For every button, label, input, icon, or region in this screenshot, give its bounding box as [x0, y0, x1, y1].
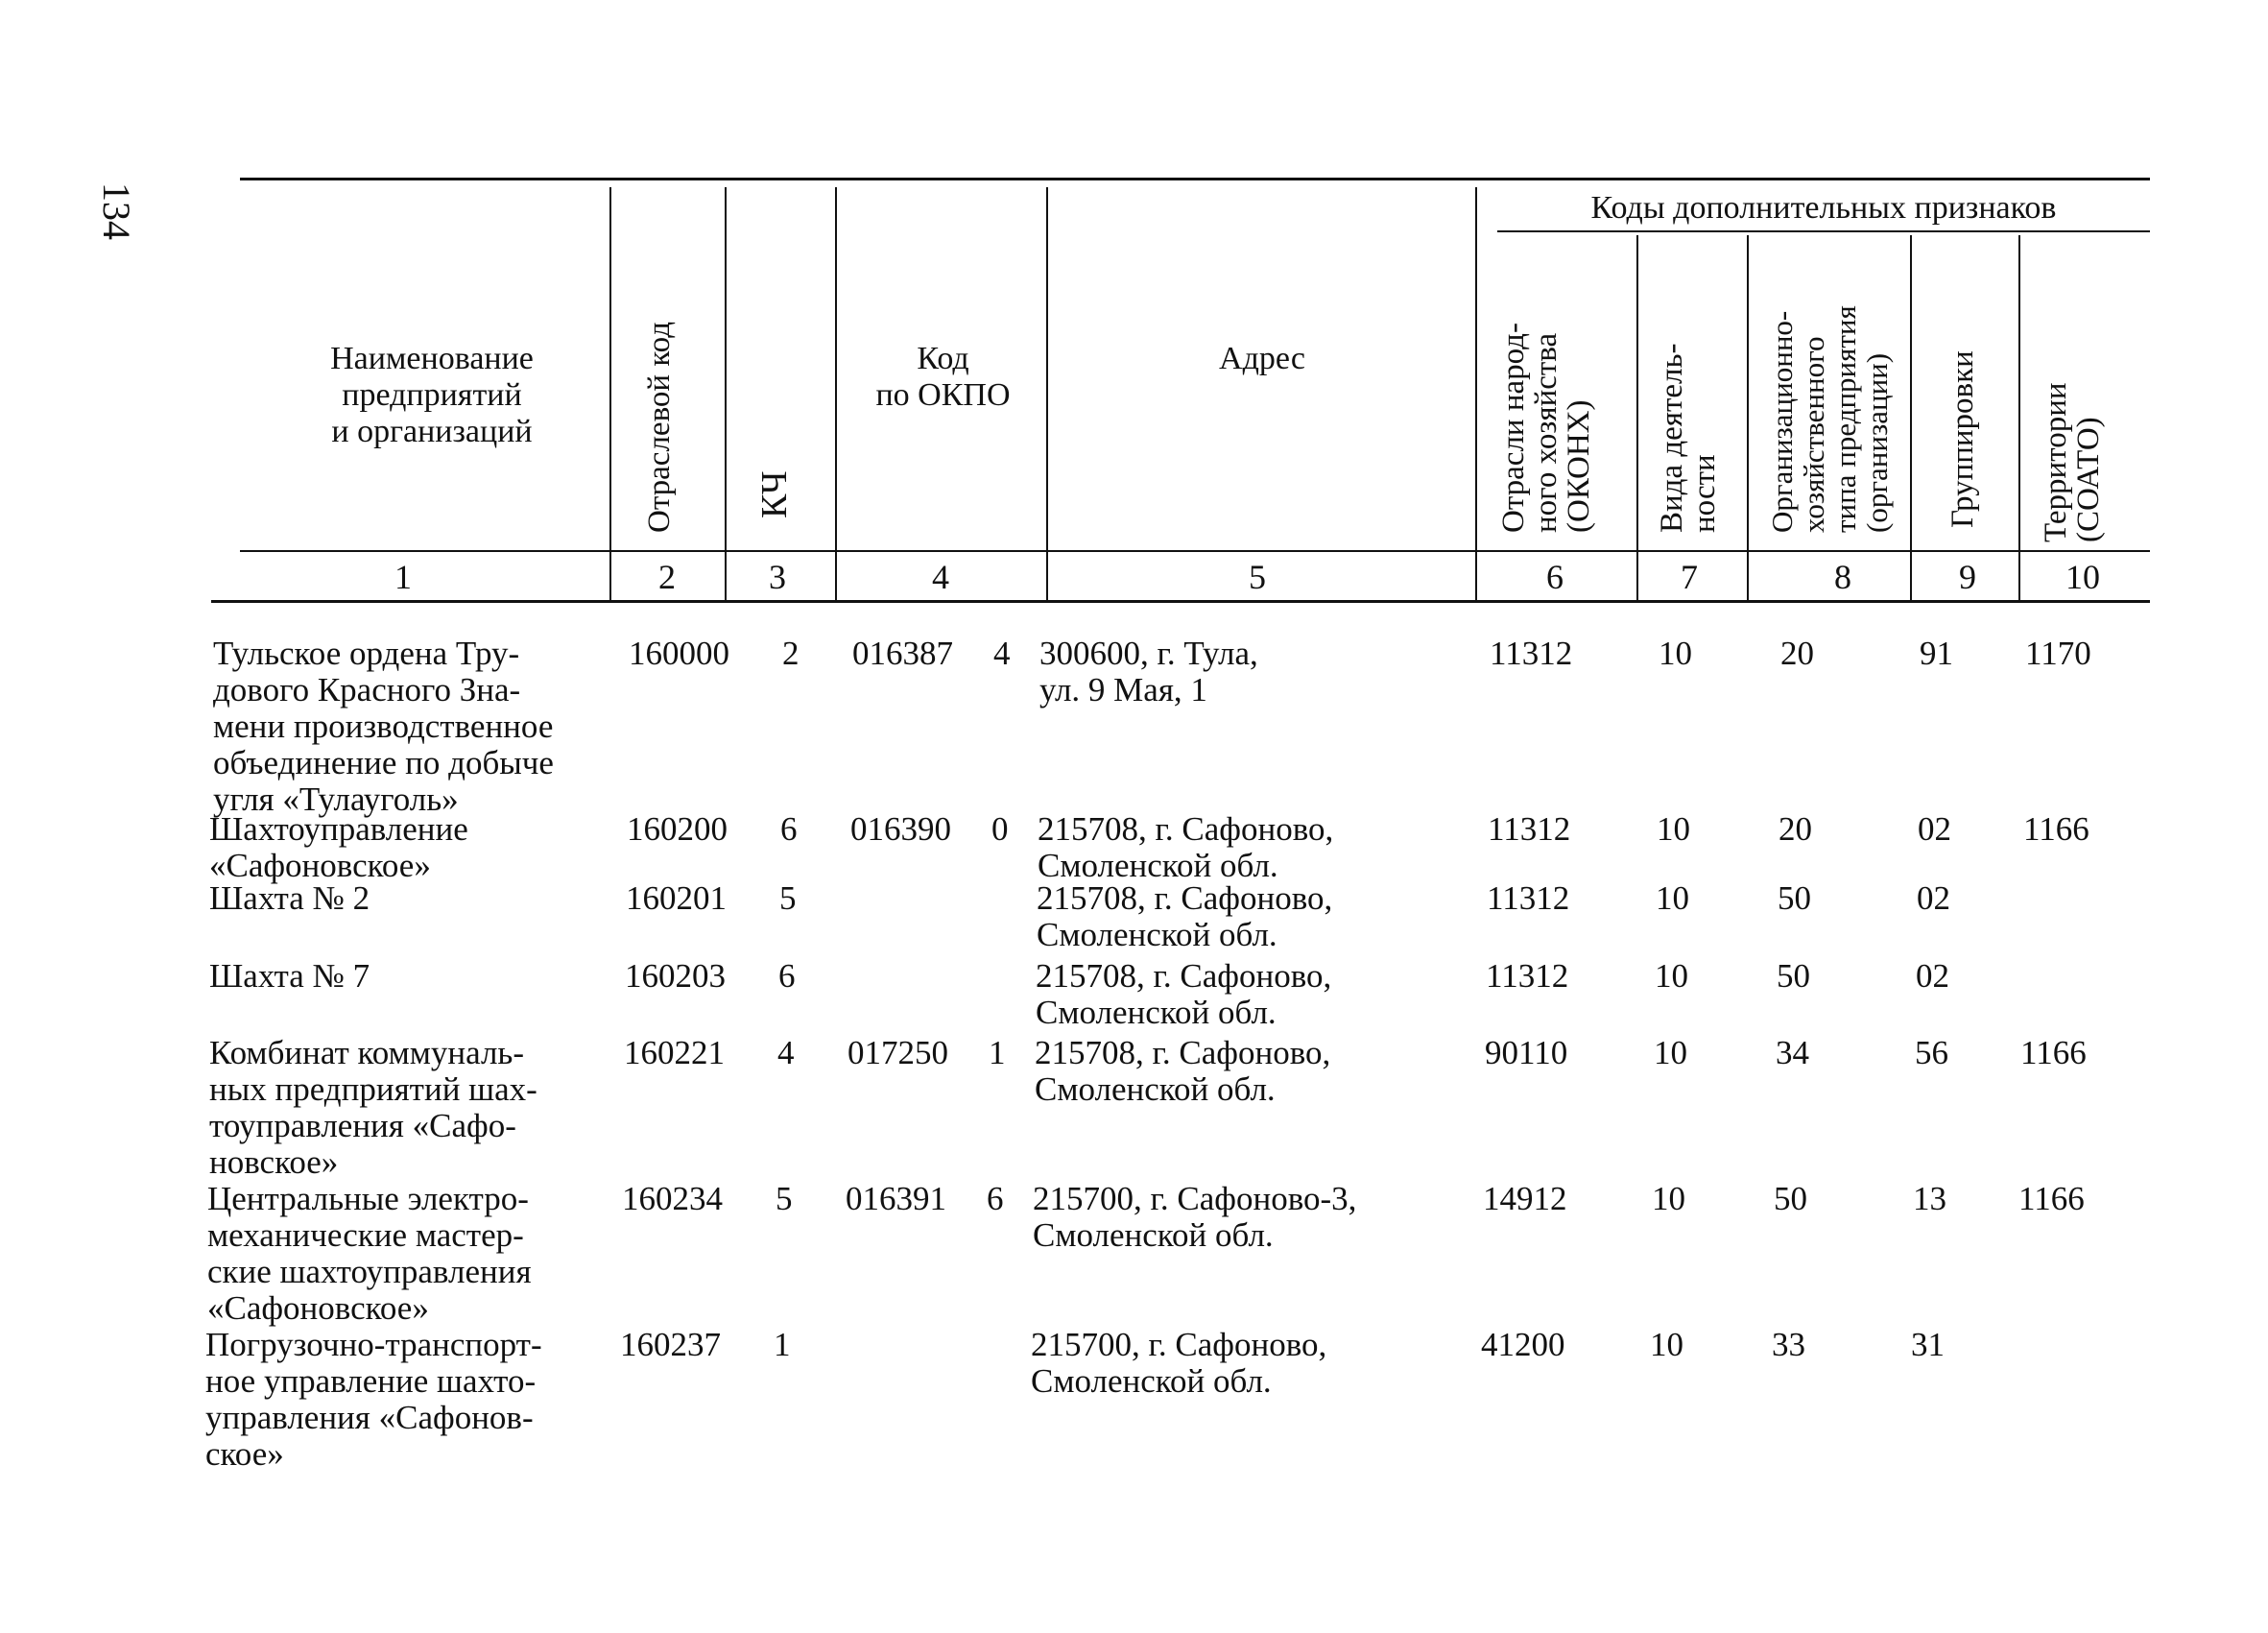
table-row-address: 215700, г. Сафоново-3, Смоленской обл.	[1033, 1180, 1357, 1254]
table-row-kch: 5	[779, 879, 797, 917]
column-number: 9	[1959, 558, 1976, 596]
table-row-org-type: 50	[1778, 879, 1811, 917]
table-row-kch: 1	[774, 1326, 791, 1363]
col-divider-1	[609, 187, 611, 600]
header-grouping-line: Группировки	[1946, 350, 1980, 528]
group-underline	[1497, 230, 2150, 232]
table-row-address: 215708, г. Сафоново, Смоленской обл.	[1038, 810, 1334, 884]
table-row-group: 02	[1916, 957, 1949, 995]
col-divider-6	[1636, 235, 1638, 600]
table-row-soato: 1166	[2018, 1180, 2085, 1217]
col-divider-7	[1747, 235, 1749, 600]
table-row-code: 160203	[625, 957, 726, 995]
column-number: 6	[1546, 558, 1564, 596]
table-row-kch: 2	[782, 635, 800, 672]
table-row-org-type: 20	[1780, 635, 1814, 672]
table-row-okonh: 11312	[1486, 957, 1569, 995]
table-row-name: Центральные электро- механические мастер- ские шахтоуправления «Сафоновское»	[207, 1180, 532, 1327]
col-divider-2	[725, 187, 727, 600]
table-row-org-type: 50	[1777, 957, 1810, 995]
header-activity-line: ности	[1687, 454, 1722, 533]
table-row-okpo: 016390	[850, 810, 951, 848]
column-number: 1	[394, 558, 412, 596]
header-territory-line: (СОАТО)	[2071, 417, 2106, 542]
header-branch-code: Отраслевой код	[642, 321, 677, 533]
header-address: Адрес	[1219, 341, 1305, 376]
column-number: 2	[658, 558, 676, 596]
header-okpo: Код по ОКПО	[875, 341, 1011, 413]
table-row-address: 215708, г. Сафоново, Смоленской обл.	[1035, 1034, 1331, 1108]
header-okonh-line: ного хозяйства	[1529, 332, 1564, 533]
table-row-okonh: 90110	[1485, 1034, 1568, 1071]
table-row-address: 215700, г. Сафоново, Смоленской обл.	[1031, 1326, 1327, 1400]
table-row-code: 160201	[626, 879, 727, 917]
header-grouping	[1946, 350, 1979, 528]
table-row-group: 56	[1915, 1034, 1948, 1071]
col-divider-5	[1475, 187, 1477, 600]
header-okonh-line: (ОКОНХ)	[1562, 399, 1596, 533]
col-divider-4	[1046, 187, 1048, 600]
table-row-group: 02	[1918, 810, 1951, 848]
column-number: 8	[1834, 558, 1851, 596]
table-row-okpo-check: 6	[987, 1180, 1004, 1217]
table-row-soato: 1166	[2020, 1034, 2087, 1071]
col-divider-3	[835, 187, 837, 600]
table-row-activity: 10	[1650, 1326, 1683, 1363]
table-row-activity: 10	[1654, 1034, 1687, 1071]
header-territory-line: Территории	[2039, 382, 2073, 542]
table-row-code: 160000	[629, 635, 729, 672]
table-row-activity: 10	[1652, 1180, 1685, 1217]
header-bottom-rule	[240, 550, 2150, 552]
table-row-kch: 5	[776, 1180, 793, 1217]
header-kch: КЧ	[754, 470, 795, 518]
table-row-code: 160234	[622, 1180, 723, 1217]
header-org-type-line: (организации)	[1860, 352, 1894, 533]
table-row-address: 300600, г. Тула, ул. 9 Мая, 1	[1039, 635, 1258, 708]
table-row-okonh: 41200	[1481, 1326, 1565, 1363]
table-row-kch: 6	[778, 957, 796, 995]
table-row-org-type: 34	[1776, 1034, 1809, 1071]
table-row-activity: 10	[1655, 957, 1688, 995]
table-row-okonh: 11312	[1490, 635, 1573, 672]
table-row-group: 91	[1920, 635, 1953, 672]
table-row-soato: 1170	[2025, 635, 2091, 672]
header-additional-codes: Коды дополнительных признаков	[1590, 190, 2057, 226]
column-number: 5	[1249, 558, 1266, 596]
table-row-group: 31	[1911, 1326, 1945, 1363]
table-row-org-type: 20	[1779, 810, 1812, 848]
table-row-okpo: 016387	[852, 635, 953, 672]
table-row-code: 160200	[627, 810, 728, 848]
top-rule	[240, 178, 2150, 180]
table-row-address: 215708, г. Сафоново, Смоленской обл.	[1036, 957, 1332, 1031]
table-row-name: Шахта № 7	[209, 957, 370, 995]
table-row-code: 160221	[624, 1034, 725, 1071]
header-okonh-line: Отрасли народ-	[1496, 323, 1531, 533]
header-territory	[2040, 382, 2105, 542]
table-row-org-type: 50	[1774, 1180, 1807, 1217]
table-header-rule	[211, 600, 2150, 603]
table-row-okonh: 11312	[1488, 810, 1571, 848]
table-row-group: 02	[1917, 879, 1950, 917]
table-row-name: Шахтоуправление «Сафоновское»	[209, 810, 468, 884]
table-row-address: 215708, г. Сафоново, Смоленской обл.	[1037, 879, 1333, 953]
header-activity-line: Вида деятель-	[1655, 343, 1689, 533]
table-row-name: Шахта № 2	[209, 879, 370, 917]
header-org-type-line: типа предприятия	[1828, 305, 1862, 533]
table-row-kch: 4	[777, 1034, 795, 1071]
table-row-kch: 6	[780, 810, 798, 848]
header-activity	[1656, 343, 1721, 533]
table-row-name: Тульское ордена Тру- дового Красного Зна- мени производственное объединение по добыче угля «Тулауголь»	[213, 635, 554, 818]
table-row-okpo: 016391	[846, 1180, 946, 1217]
table-row-code: 160237	[620, 1326, 721, 1363]
table-row-okpo: 017250	[848, 1034, 948, 1071]
header-name: Наименование предприятий и организаций	[330, 341, 534, 449]
table-row-okpo-check: 0	[991, 810, 1009, 848]
col-divider-8	[1910, 235, 1912, 600]
table-row-group: 13	[1913, 1180, 1946, 1217]
column-number: 7	[1681, 558, 1698, 596]
table-row-soato: 1166	[2023, 810, 2089, 848]
col-divider-9	[2018, 235, 2020, 600]
table-row-activity: 10	[1656, 879, 1689, 917]
column-number: 10	[2065, 558, 2100, 596]
table-row-name: Комбинат коммуналь- ных предприятий шах- тоуправления «Сафо- новское»	[209, 1034, 537, 1181]
table-row-okpo-check: 1	[989, 1034, 1006, 1071]
header-org-type-line: Организационно-	[1765, 310, 1799, 533]
column-number: 4	[932, 558, 949, 596]
table-row-org-type: 33	[1772, 1326, 1805, 1363]
table-row-activity: 10	[1657, 810, 1690, 848]
table-row-activity: 10	[1659, 635, 1692, 672]
table-row-name: Погрузочно-транспорт- ное управление шахто- управления «Сафонов- ское»	[205, 1326, 542, 1473]
header-okonh	[1497, 323, 1595, 533]
table-row-okonh: 14912	[1483, 1180, 1567, 1217]
column-number: 3	[769, 558, 786, 596]
table-row-okpo-check: 4	[993, 635, 1011, 672]
page-number: 134	[95, 182, 138, 240]
header-org-type-line: хозяйственного	[1797, 336, 1830, 533]
header-org-type	[1766, 305, 1893, 533]
table-row-okonh: 11312	[1487, 879, 1570, 917]
